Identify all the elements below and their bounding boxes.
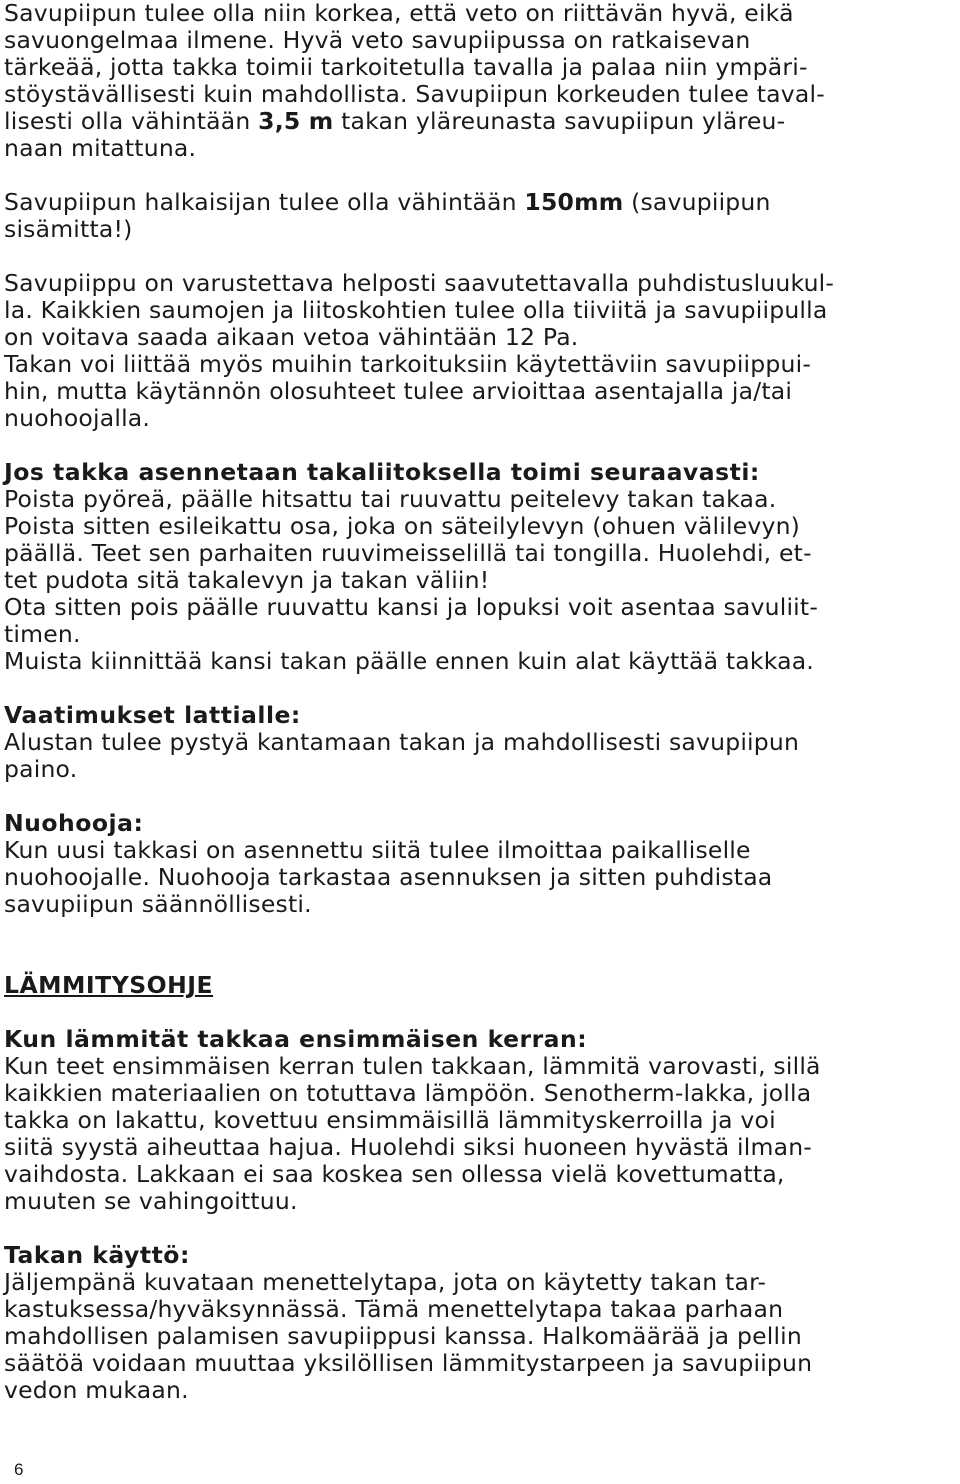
text-line: kastuksessa/hyväksynnässä. Tämä menettelytapa takaa parhaan <box>4 1295 784 1323</box>
rear-connection-section <box>4 459 956 675</box>
text-line <box>4 189 956 216</box>
text-line: siitä syystä aiheuttaa hajua. Huolehdi siksi huoneen hyvästä ilman- <box>4 1133 812 1161</box>
text-line: Muista kiinnittää kansi takan päälle ennen kuin alat käyttää takkaa. <box>4 647 814 675</box>
text-line: Kun uusi takkasi on asennettu siitä tulee ilmoittaa paikalliselle <box>4 836 751 864</box>
text-fragment: lisesti olla vähintään <box>4 107 259 135</box>
text-line: vedon mukaan. <box>4 1376 189 1404</box>
floor-requirements-section <box>4 702 956 783</box>
text-line: takka on lakattu, kovettuu ensimmäisillä lämmityskerroilla ja voi <box>4 1106 776 1134</box>
text-line: stöystävällisesti kuin mahdollista. Savupiipun korkeuden tulee taval- <box>4 80 825 108</box>
fireplace-usage-section <box>4 1242 956 1404</box>
text-line: Kun teet ensimmäisen kerran tulen takkaan, lämmitä varovasti, sillä <box>4 1052 821 1080</box>
text-line: la. Kaikkien saumojen ja liitoskohtien tulee olla tiiviitä ja savupiipulla <box>4 296 828 324</box>
text-line: Ota sitten pois päälle ruuvattu kansi ja lopuksi voit asentaa savuliit- <box>4 593 819 621</box>
diameter-paragraph <box>4 189 956 243</box>
text-line: mahdollisen palamisen savupiippusi kanssa. Halkomäärää ja pellin <box>4 1322 803 1350</box>
text-line: Poista sitten esileikattu osa, joka on säteilylevyn (ohuen välilevyn) <box>4 512 801 540</box>
text-line: vaihdosta. Lakkaan ei saa koskea sen ollessa vielä kovettumatta, <box>4 1160 785 1188</box>
text-line: on voitava saada aikaan vetoa vähintään 12 Pa. <box>4 323 579 351</box>
text-line: Jäljempänä kuvataan menettelytapa, jota on käytetty takan tar- <box>4 1268 767 1296</box>
section-heading: Takan käyttö: <box>4 1241 190 1269</box>
text-line: tärkeää, jotta takka toimii tarkoitetulla tavalla ja palaa niin ympäri- <box>4 53 808 81</box>
cleaning-paragraph <box>4 270 956 432</box>
heating-instructions-title: LÄMMITYSOHJE <box>4 971 214 999</box>
text-line: muuten se vahingoittuu. <box>4 1187 298 1215</box>
text-line: paino. <box>4 755 78 783</box>
text-line: säätöä voidaan muuttaa yksilöllisen lämmitystarpeen ja savupiipun <box>4 1349 813 1377</box>
text-line: timen. <box>4 620 81 648</box>
text-line: Alustan tulee pystyä kantamaan takan ja mahdollisesti savupiipun <box>4 728 800 756</box>
text-line: päällä. Teet sen parhaiten ruuvimeisselillä tai tongilla. Huolehdi, et- <box>4 539 812 567</box>
text-line: nuohoojalla. <box>4 404 151 432</box>
text-line: tet pudota sitä takalevyn ja takan väliin! <box>4 566 490 594</box>
text-line: savuongelmaa ilmene. Hyvä veto savupiipussa on ratkaisevan <box>4 26 751 54</box>
text-line <box>4 108 956 135</box>
text-line: naan mitattuna. <box>4 134 197 162</box>
minimum-height-value: 3,5 m <box>258 107 334 135</box>
intro-paragraph <box>4 0 956 162</box>
text-fragment: takan yläreunasta savupiipun yläreu- <box>333 107 786 135</box>
first-heating-section <box>4 1026 956 1215</box>
text-line: Savupiipun tulee olla niin korkea, että veto on riittävän hyvä, eikä <box>4 0 794 27</box>
text-fragment: Savupiipun halkaisijan tulee olla vähintään <box>4 188 525 216</box>
text-line: Poista pyöreä, päälle hitsattu tai ruuvattu peitelevy takan takaa. <box>4 485 777 513</box>
text-line: Savupiippu on varustettava helposti saavutettavalla puhdistusluukul- <box>4 269 835 297</box>
text-line: savupiipun säännöllisesti. <box>4 890 312 918</box>
section-heading: Kun lämmität takkaa ensimmäisen kerran: <box>4 1025 588 1053</box>
page-number: 6 <box>14 1460 24 1479</box>
section-heading: Jos takka asennetaan takaliitoksella toimi seuraavasti: <box>4 458 760 486</box>
document-page <box>4 0 956 1404</box>
text-line: kaikkien materiaalien on totuttava lämpöön. Senotherm-lakka, jolla <box>4 1079 812 1107</box>
section-heading: Vaatimukset lattialle: <box>4 701 301 729</box>
text-line: nuohoojalle. Nuohooja tarkastaa asennuksen ja sitten puhdistaa <box>4 863 773 891</box>
minimum-diameter-value: 150mm <box>524 188 624 216</box>
text-line: hin, mutta käytännön olosuhteet tulee arvioittaa asentajalla ja/tai <box>4 377 793 405</box>
text-line: Takan voi liittää myös muihin tarkoituksiin käytettäviin savupiippui- <box>4 350 812 378</box>
text-fragment: (savupiipun <box>623 188 771 216</box>
text-line: sisämitta!) <box>4 215 133 243</box>
section-heading: Nuohooja: <box>4 809 144 837</box>
chimney-sweep-section <box>4 810 956 918</box>
